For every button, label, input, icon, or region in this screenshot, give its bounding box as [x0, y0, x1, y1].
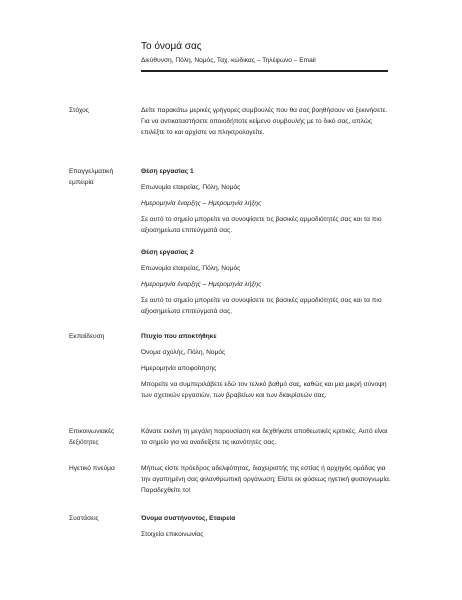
references-label: Συστάσεις	[69, 515, 99, 522]
education-label: Εκπαίδευση	[69, 333, 105, 340]
objective-label: Στόχος	[69, 107, 89, 114]
objective-text: Δείτε παρακάτω μερικές γρήγορες συμβουλές που θα σας βοηθήσουν να ξεκινήσετε. Για να αντικαταστήσετε οποιοδήποτε κείμενο συμβουλής με το δικό σας, απλώς επιλέξτε το και αρχίστε να πληκτρολογείτε.	[141, 107, 388, 136]
education-details: Μπορείτε να συμπεριλάβετε εδώ τον τελικό βαθμό σας, καθώς και μια μικρή σύνοψη των σχετικών εργασιών, των βραβείων και των διακρίσεών σας.	[141, 381, 387, 399]
leadership-text: Μήπως είστε πρόεδρος αδελφότητας, διαχειριστής της εστίας ή αρχηγός ομάδας για την αγαπημένη σας φιλανθρωπική οργάνωση; Είστε εκ φύσεως ηγετική φυσιογνωμία. Παραδεχθείτε το!	[141, 465, 391, 494]
job-summary-1: Σε αυτό το σημείο μπορείτε να συνοψίσετε τις βασικές αρμοδιότητές σας και τα πιο αξιοσημείωτα επιτεύγματά σας.	[141, 216, 382, 234]
header-divider	[141, 70, 388, 72]
experience-label: Επαγγελματική εμπειρία	[69, 168, 114, 186]
leadership-label: Ηγετικό πνεύμα	[69, 465, 115, 472]
reference-contact: Στοιχεία επικοινωνίας	[141, 531, 204, 538]
communication-label: Επικοινωνιακές δεξιότητες	[69, 428, 115, 446]
job-title-1: Θέση εργασίας 1	[141, 168, 194, 175]
school: Όνομα σχολής, Πόλη, Νομός	[141, 349, 226, 356]
reference-name: Όνομα συστήνοντος, Εταιρεία	[141, 515, 236, 522]
experience-section	[141, 166, 394, 322]
your-name: Το όνομά σας	[141, 41, 202, 52]
job-title-2: Θέση εργασίας 2	[141, 249, 194, 256]
degree: Πτυχίο που αποκτήθηκε	[141, 333, 217, 340]
job-dates-2: Ημερομηνία έναρξης – Ημερομηνία λήξης	[141, 281, 262, 288]
job-company-1: Επωνυμία εταιρείας, Πόλη, Νομός	[141, 184, 241, 191]
job-dates-1: Ημερομηνία έναρξης – Ημερομηνία λήξης	[141, 200, 262, 207]
education-section	[141, 331, 394, 406]
references-section	[141, 513, 394, 545]
communication-text: Κάνατε εκείνη τη μεγάλη παρουσίαση και δεχθήκατε αποθεωτικές κριτικές. Αυτό είναι το σημείο για να αναδείξετε τις ικανότητές σας.	[141, 428, 388, 446]
contact-line: Διεύθυνση, Πόλη, Νομός, Ταχ. κώδικας – Τηλέφωνο – Email	[141, 57, 316, 64]
job-summary-2: Σε αυτό το σημείο μπορείτε να συνοψίσετε τις βασικές αρμοδιότητές σας και τα πιο αξιοσημείωτα επιτεύγματά σας.	[141, 297, 382, 315]
job-company-2: Επωνυμία εταιρείας, Πόλη, Νομός	[141, 265, 241, 272]
graduation-date: Ημερομηνία αποφοίτησης	[141, 365, 217, 372]
